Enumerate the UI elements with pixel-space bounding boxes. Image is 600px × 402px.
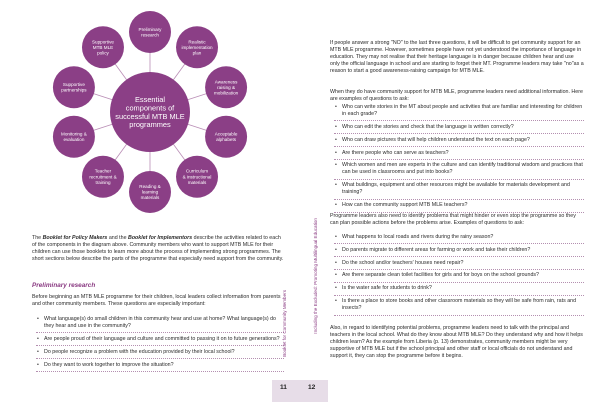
booklet-policy-makers: Booklet for Policy Makers: [42, 235, 108, 241]
component-label: Teacher recruitment & training: [89, 168, 117, 185]
component-node: [82, 156, 124, 198]
component-node: [176, 156, 218, 198]
booklet-implementors: Booklet for Implementors: [128, 235, 193, 241]
list-item: • Are there people who can serve as teachers?: [334, 150, 584, 160]
list-item: • Do they want to work together to improve the situation?: [36, 362, 284, 372]
list-item: • How can the community support MTB MLE teachers?: [334, 202, 584, 212]
component-node: [82, 26, 124, 68]
list-item: • What language(s) do small children in this community hear and use at home? What language(s) do they hear and use in the community?: [36, 316, 284, 333]
intro-paragraph: The Booklet for Policy Makers and the Booklet for Implementors describe the activities related to each of the components in the diagram above. Community members who want to support MTB MLE for their children can use those booklets to learn more about the process of implementing strong programmes. The short sections below describe the parts of the programme that especially need support from the community.: [32, 235, 284, 263]
component-node: [53, 66, 95, 108]
center-label: Essential components of successful MTB MLE programmes: [115, 95, 185, 130]
research-questions: [36, 316, 284, 374]
component-node: [205, 66, 247, 108]
component-node: [129, 171, 171, 213]
list-item: • Are people proud of their language and culture and committed to passing it on to future generations?: [36, 336, 284, 346]
bullet-list: [36, 316, 284, 372]
research-paragraph: Before beginning an MTB MLE programme for their children, local leaders collect information from parents and other community members. These questions are especially important:: [32, 294, 281, 308]
list-item: • Are there separate clean toilet facilities for girls and for boys on the school grounds?: [334, 272, 584, 282]
component-node: [205, 116, 247, 158]
component-node: [129, 11, 171, 53]
info-questions: [334, 104, 584, 215]
right-page: [300, 0, 600, 402]
component-label: Reading & learning materials: [139, 184, 161, 201]
component-label: Supportive MTB MLE policy: [91, 39, 114, 56]
right-paragraph-4: Also, in regard to identifying potential problems, programme leaders need to talk with the principal and teachers in the local school. What do they know about MTB MLE? Do they understand why and how it helps children learn? As the example from Liberia (p. 13) demonstrates, community members might be very supportive of MTB MLE but if the school principal and other staff or local officials do not understand and support it, they can stop the programme before it begins.: [330, 325, 583, 360]
bullet-list: [334, 234, 584, 316]
component-node: [53, 116, 95, 158]
components-diagram: [0, 0, 300, 232]
right-paragraph-3: Programme leaders also need to identify problems that might hinder or even stop the programme so they can plan possible actions before the problems arise. Examples of questions to ask:: [330, 213, 576, 227]
right-side-label: Including the Excluded: Promoting Multilingual Education: [313, 218, 318, 334]
list-item: • Do the school and/or teachers' houses need repair?: [334, 260, 584, 270]
problem-questions: [334, 234, 584, 318]
page-number-left: 11: [280, 384, 287, 391]
list-item: • Is there a place to store books and other classroom materials so they will be safe from rain, rats and insects?: [334, 298, 584, 315]
bullet-list: [334, 104, 584, 213]
component-label: Curriculum & instructional materials: [182, 168, 212, 185]
component-label: Monitoring & evaluation: [61, 131, 87, 143]
right-paragraph-2: When they do have community support for MTB MLE, programme leaders need additional information. Here are examples of questions to ask:: [330, 89, 583, 103]
page-number-right: 12: [308, 384, 316, 391]
component-node: [176, 26, 218, 68]
left-side-label: Booklet for Community Members: [282, 290, 287, 357]
section-heading: Preliminary research: [32, 282, 96, 289]
component-label: Acceptable alphabets: [214, 131, 238, 143]
list-item: • Do people recognize a problem with the education provided by their local school?: [36, 349, 284, 359]
list-item: • Do parents migrate to different areas for farming or work and take their children?: [334, 247, 584, 257]
right-paragraph-1: If people answer a strong "NO" to the last three questions, it will be difficult to get community support for an MTB MLE programme. However, sometimes people have not yet understood the importance of language in education. They may not realise that their heritage language is in danger because children hear and use only the official language in school and are starting to forget their MT. Programme leaders may take "no"as a reason to start a good awareness-raising campaign for MTB MLE.: [330, 40, 584, 75]
component-label: Supportive partnerships: [61, 82, 87, 93]
list-item: • Who can write stories in the MT about people and activities that are familiar and interesting for children in each grade?: [334, 104, 584, 121]
list-item: • Who can edit the stories and check that the language is written correctly?: [334, 124, 584, 134]
component-label: Realistic implementation plan: [181, 39, 213, 56]
list-item: • What buildings, equipment and other resources might be available for materials development and training?: [334, 182, 584, 199]
component-label: Preliminary research: [138, 26, 162, 38]
list-item: • What happens to local roads and rivers during the rainy season?: [334, 234, 584, 244]
list-item: • Is the water safe for students to drink?: [334, 285, 584, 295]
list-item: • Who can draw pictures that will help children understand the text on each page?: [334, 137, 584, 147]
list-item: • Which women and men are experts in the culture and can identify traditional wisdom and practices that can be used in classrooms and put into books?: [334, 162, 584, 179]
component-label: Awareness raising & mobilization: [213, 79, 239, 96]
